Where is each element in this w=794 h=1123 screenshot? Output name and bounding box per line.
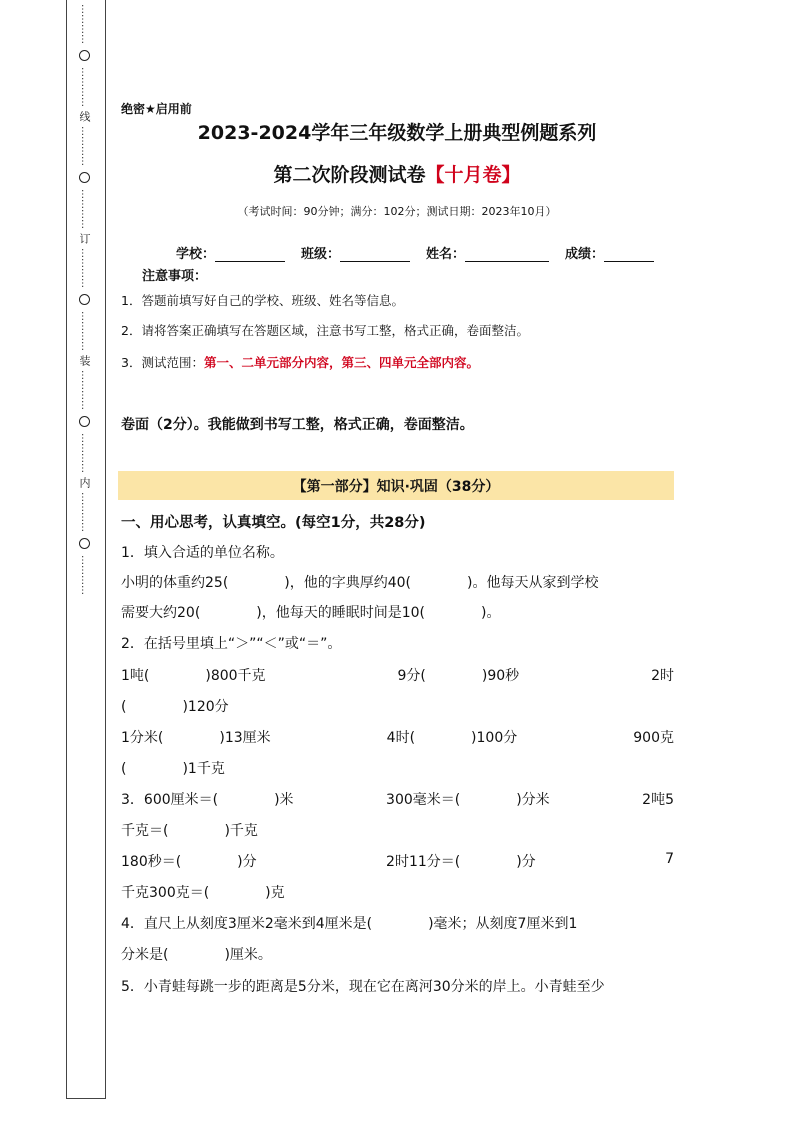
binding-dots: …………: [79, 555, 90, 595]
binding-char-xian: 线: [78, 111, 91, 122]
name-field[interactable]: [426, 243, 565, 262]
binding-circle: [79, 50, 90, 61]
class-label: 班级：: [301, 247, 341, 262]
binding-char-ding: 订: [78, 233, 91, 244]
q3-row2: 千克＝( )千克: [121, 823, 258, 839]
q2-title: 2．在括号里填上“＞”“＜”或“＝”。: [121, 636, 342, 652]
exam-info: （考试时间：90分钟；满分：102分；测试日期：2023年10月）: [237, 205, 557, 218]
binding-dots: …………: [79, 492, 90, 532]
notice-item-3-label: 3．测试范围：: [121, 355, 204, 370]
q3-item-seconds: 180秒＝( )分: [121, 854, 257, 870]
q2-row1: [121, 665, 674, 685]
binding-dots: …………: [79, 370, 90, 410]
student-info-fields: [176, 243, 654, 262]
binding-char-zhuang: 装: [78, 355, 91, 366]
binding-dots: …………: [79, 311, 90, 351]
q1-line1: 小明的体重约25( )，他的字典厚约40( )。他每天从家到学校: [121, 575, 599, 591]
binding-dots: …………: [79, 4, 90, 44]
secret-label: 绝密★启用前: [121, 102, 192, 116]
binding-circle: [79, 416, 90, 427]
q3-item-ton: 2吨5: [642, 792, 674, 808]
score-blank[interactable]: [604, 247, 654, 262]
q3-item-hours-minutes: 2时11分＝( )分: [386, 854, 536, 870]
score-label: 成绩：: [565, 247, 605, 262]
q3-item-cm: 3．600厘米＝( )米: [121, 792, 294, 808]
q3-row1: [121, 789, 674, 809]
notice-item-3: [121, 353, 479, 371]
q2-item-4hours: 4时( )100分: [386, 730, 518, 746]
q3-row3: [121, 851, 674, 871]
class-blank[interactable]: [340, 247, 410, 262]
neatness-statement: 卷面（2分）。我能做到书写工整，格式正确，卷面整洁。: [121, 417, 474, 433]
q2-row3: [121, 727, 674, 747]
q3-item-kg: 7: [665, 851, 674, 867]
exam-subtitle-month: 【十月卷】: [425, 164, 521, 186]
q2-item-gram: 900克: [633, 730, 674, 746]
q4-line1: 4．直尺上从刻度3厘米2毫米到4厘米是( )毫米；从刻度7厘米到1: [121, 916, 578, 932]
q4-line2: 分米是( )厘米。: [121, 947, 272, 963]
binding-dots: …………: [79, 126, 90, 166]
binding-circle: [79, 294, 90, 305]
q1-title: 1．填入合适的单位名称。: [121, 545, 284, 561]
q2-row4: ( )1千克: [121, 761, 225, 777]
part1-banner: 【第一部分】知识·巩固（38分）: [118, 471, 674, 500]
binding-char-nei: 内: [78, 477, 91, 488]
q2-item-hour: 2时: [651, 668, 674, 684]
binding-dots: …………: [79, 189, 90, 229]
score-field[interactable]: [565, 243, 654, 262]
section-1-heading: 一、用心思考，认真填空。(每空1分，共28分): [121, 515, 426, 531]
school-field[interactable]: [176, 243, 301, 262]
q2-item-decimeter: 1分米( )13厘米: [121, 730, 271, 746]
notice-item-3-scope: 第一、二单元部分内容，第三、四单元全部内容。: [203, 355, 479, 370]
q3-item-mm: 300毫米＝( )分米: [386, 792, 550, 808]
exam-subtitle: [0, 160, 794, 187]
q5-line1: 5．小青蛙每跳一步的距离是5分米，现在它在离河30分米的岸上。小青蛙至少: [121, 979, 605, 995]
notice-title: 注意事项：: [142, 269, 208, 284]
exam-title: 2023-2024学年三年级数学上册典型例题系列: [197, 122, 597, 144]
binding-strip: [78, 4, 90, 595]
class-field[interactable]: [301, 243, 426, 262]
q2-item-minute: 9分( )90秒: [397, 668, 520, 684]
q2-row2: ( )120分: [121, 699, 229, 715]
school-label: 学校：: [176, 247, 216, 262]
binding-dots: …………: [79, 433, 90, 473]
notice-item-2: 2．请将答案正确填写在答题区域，注意书写工整，格式正确，卷面整洁。: [121, 323, 529, 338]
binding-circle: [79, 538, 90, 549]
q1-line2: 需要大约20( )，他每天的睡眠时间是10( )。: [121, 605, 501, 621]
binding-dots: …………: [79, 67, 90, 107]
name-blank[interactable]: [465, 247, 549, 262]
binding-dots: …………: [79, 248, 90, 288]
q2-item-ton: 1吨( )800千克: [121, 668, 266, 684]
school-blank[interactable]: [215, 247, 285, 262]
name-label: 姓名：: [426, 247, 466, 262]
q3-row4: 千克300克＝( )克: [121, 885, 285, 901]
notice-item-1: 1．答题前填写好自己的学校、班级、姓名等信息。: [121, 293, 404, 308]
exam-subtitle-main: 第二次阶段测试卷: [273, 164, 426, 186]
